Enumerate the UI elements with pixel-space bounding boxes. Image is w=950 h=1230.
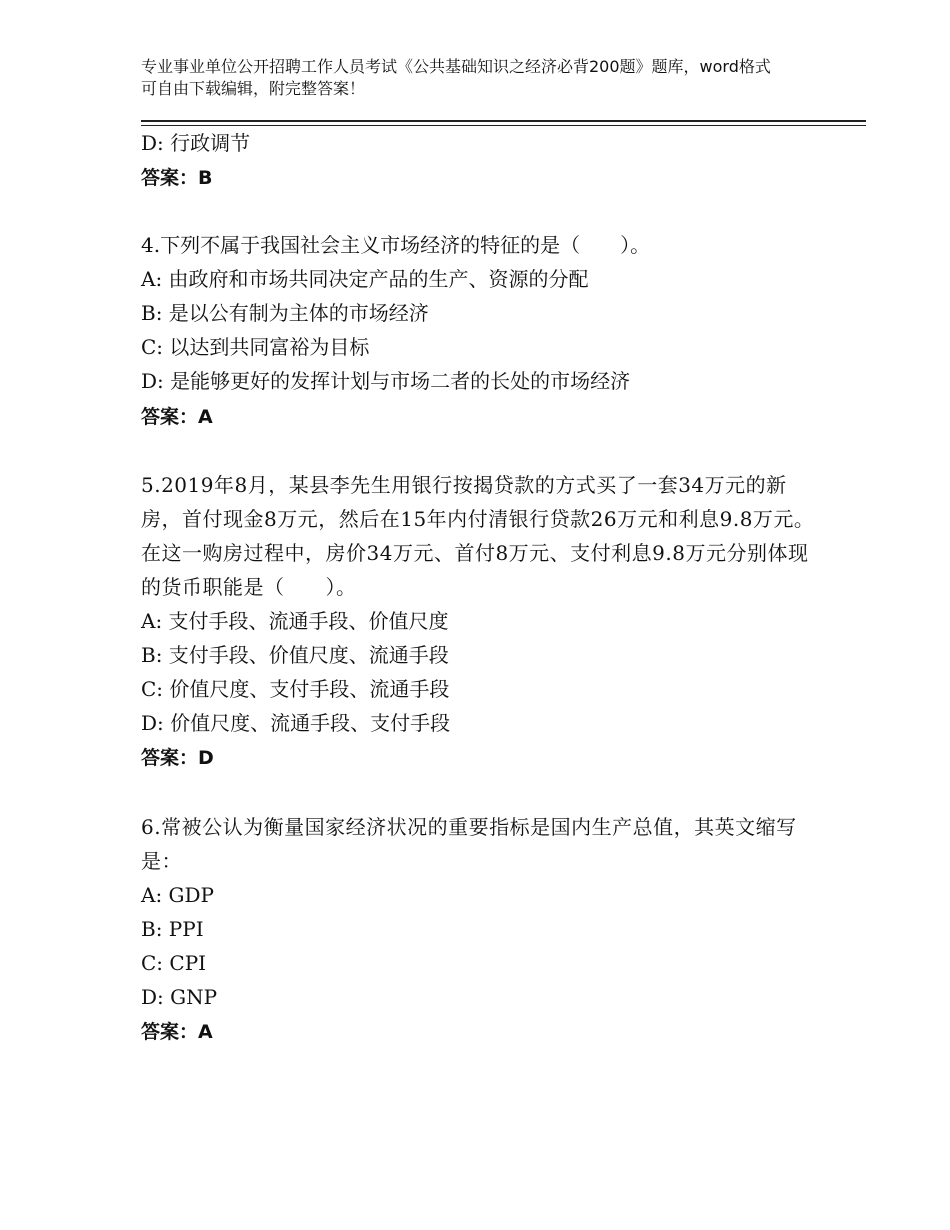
option-d: D: 行政调节 [141, 131, 251, 155]
header-rule-thick [141, 120, 866, 122]
question-stem: 5.2019年8月，某县李先生用银行按揭贷款的方式买了一套34万元的新房，首付现金8万元，然后在15年内付清银行贷款26万元和利息9.8万元。在这一购房过程中，房价34万元、首付8万元、支付利息9.8万元分别体现的货币职能是（ ）。 [141, 473, 815, 599]
option-b: B: 支付手段、价值尺度、流通手段 [141, 643, 449, 667]
answer-label: 答案：D [141, 747, 214, 769]
question-stem: 4.下列不属于我国社会主义市场经济的特征的是（ ）。 [141, 233, 651, 257]
document-header: 专业事业单位公开招聘工作人员考试《公共基础知识之经济必背200题》题库，word格式可自由下载编辑，附完整答案！ [141, 57, 771, 98]
option-b: B: PPI [141, 917, 204, 941]
header-rule-thin [141, 125, 866, 126]
option-d: D: 是能够更好的发挥计划与市场二者的长处的市场经济 [141, 369, 631, 393]
answer-label: 答案：A [141, 1021, 213, 1043]
option-c: C: 价值尺度、支付手段、流通手段 [141, 677, 450, 701]
option-b: B: 是以公有制为主体的市场经济 [141, 301, 429, 325]
question-stem: 6.常被公认为衡量国家经济状况的重要指标是国内生产总值，其英文缩写是： [141, 815, 797, 873]
option-c: C: 以达到共同富裕为目标 [141, 335, 370, 359]
option-d: D: 价值尺度、流通手段、支付手段 [141, 711, 451, 735]
option-a: A: 支付手段、流通手段、价值尺度 [141, 609, 449, 633]
option-d: D: GNP [141, 985, 218, 1009]
option-a: A: GDP [141, 883, 215, 907]
option-c: C: CPI [141, 951, 207, 975]
option-a: A: 由政府和市场共同决定产品的生产、资源的分配 [141, 267, 589, 291]
answer-label: 答案：A [141, 406, 213, 428]
answer-label: 答案：B [141, 167, 213, 189]
